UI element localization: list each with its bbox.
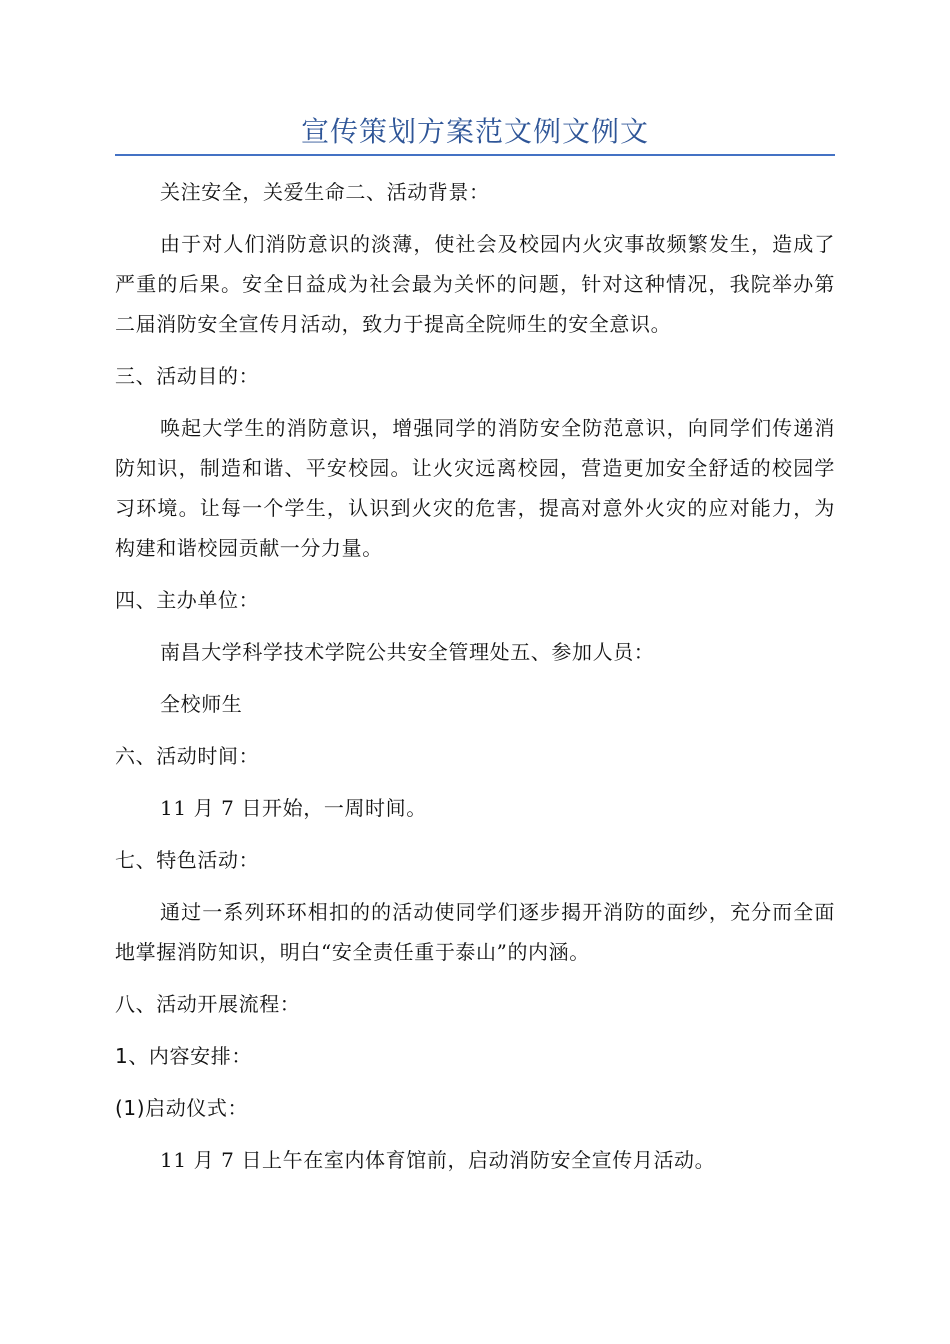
- heading-featured-activity: 七、特色活动：: [115, 848, 260, 872]
- paragraph-time-text: 11 月 7 日开始，一周时间。: [160, 796, 427, 820]
- heading-content-arrangement: 1、内容安排：: [115, 1044, 252, 1068]
- paragraph-theme-background: 关注安全，关爱生命二、活动背景：: [160, 180, 490, 204]
- heading-activity-process: 八、活动开展流程：: [115, 992, 301, 1016]
- heading-activity-purpose: 三、活动目的：: [115, 364, 260, 388]
- paragraph-featured-text: 通过一系列环环相扣的的活动使同学们逐步揭开消防的面纱，充分而全面地掌握消防知识，明白“安全责任重于泰山”的内涵。: [115, 900, 835, 964]
- document-body: [115, 172, 835, 1192]
- heading-activity-time: 六、活动时间：: [115, 744, 260, 768]
- document-title: 宣传策划方案范文例文例文: [300, 115, 649, 148]
- title-underline: [115, 154, 835, 156]
- paragraph-launch-text: 11 月 7 日上午在室内体育馆前，启动消防安全宣传月活动。: [160, 1148, 716, 1172]
- paragraph-participants-text: 全校师生: [160, 692, 243, 716]
- paragraph-organizer-participants: 南昌大学科学技术学院公共安全管理处五、参加人员：: [160, 640, 655, 664]
- paragraph-background-text: 由于对人们消防意识的淡薄，使社会及校园内火灾事故频繁发生，造成了严重的后果。安全日益成为社会最为关怀的问题，针对这种情况，我院举办第二届消防安全宣传月活动，致力于提高全院师生的安全意识。: [115, 232, 835, 336]
- heading-organizer: 四、主办单位：: [115, 588, 260, 612]
- paragraph-purpose-text: 唤起大学生的消防意识，增强同学的消防安全防范意识，向同学们传递消防知识，制造和谐、平安校园。让火灾远离校园，营造更加安全舒适的校园学习环境。让每一个学生，认识到火灾的危害，提高对意外火灾的应对能力，为构建和谐校园贡献一分力量。: [115, 416, 835, 560]
- heading-launch-ceremony: (1)启动仪式：: [115, 1096, 249, 1120]
